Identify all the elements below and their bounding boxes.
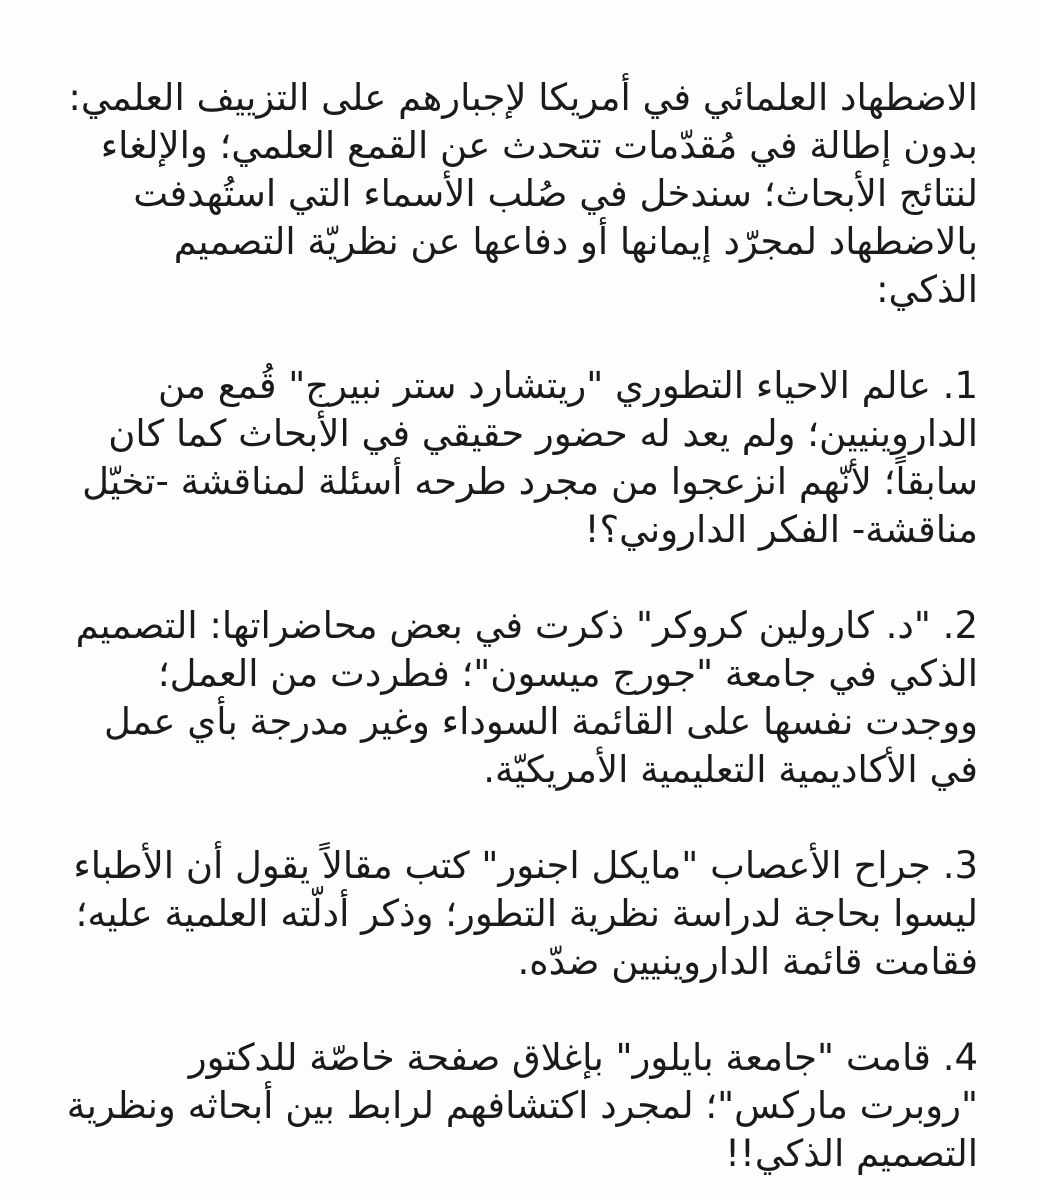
list-item-1: 1. عالم الاحياء التطوري "ريتشارد ستر نبيرج" قُمع من الداروينيين؛ ولم يعد له حضور حقيقي في الأبحاث كما كان سابقاً؛ لأنّهم انزعجوا من مجرد طرحه أسئلة لمناقشة -تخيّل مناقشة- الفكر الداروني؟!: [82, 364, 978, 551]
list-item-2: 2. "د. كارولين كروكر" ذكرت في بعض محاضراتها: التصميم الذكي في جامعة "جورج ميسون"؛ فطردت من العمل؛ ووجدت نفسها على القائمة السوداء وغير مدرجة بأي عمل في الأكاديمية التعليمية الأمريكيّة.: [75, 604, 978, 791]
list-item-3: 3. جراح الأعصاب "مايكل اجنور" كتب مقالاً يقول أن الأطباء ليسوا بحاجة لدراسة نظرية التطور؛ وذكر أدلّته العلمية عليه؛ فقامت قائمة الداروينيين ضدّه.: [73, 844, 978, 983]
list-item-4: 4. قامت "جامعة بايلور" بإغلاق صفحة خاصّة للدكتور "روبرت ماركس"؛ لمجرد اكتشافهم لرابط بين أبحاثه ونظرية التصميم الذكي!!: [66, 1036, 978, 1175]
intro-paragraph: الاضطهاد العلمائي في أمريكا لإجبارهم على التزييف العلمي: بدون إطالة في مُقدّمات تتحدث عن القمع العلمي؛ والإلغاء لنتائج الأبحاث؛ سندخل في صُلب الأسماء التي استُهدفت بالاضطهاد لمجرّد إيمانها أو دفاعها عن نظريّة التصميم الذكي:: [68, 76, 978, 311]
